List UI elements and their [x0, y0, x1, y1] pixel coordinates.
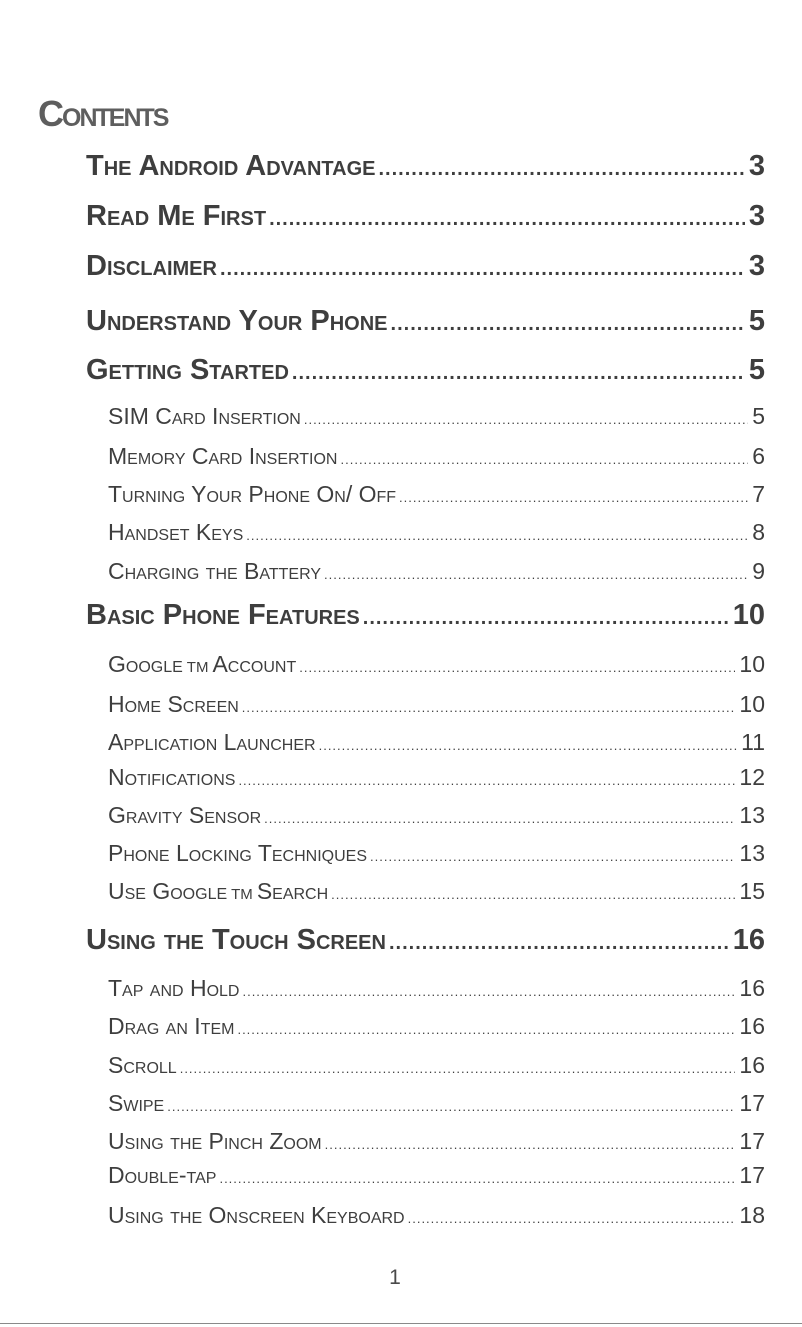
toc-entry-title: Use Google — [108, 878, 228, 904]
leader-dots — [408, 1211, 736, 1226]
toc-subentry[interactable] — [108, 481, 765, 511]
contents-heading: Contents — [38, 93, 168, 134]
toc-entry-title: Drag an Item — [108, 1013, 235, 1039]
toc-entry[interactable] — [86, 924, 765, 960]
leader-dots — [264, 811, 735, 826]
toc-entry-page: 16 — [739, 975, 765, 1001]
leader-dots — [304, 412, 748, 427]
leader-dots — [220, 258, 745, 281]
toc-entry[interactable] — [86, 305, 765, 341]
toc-entry[interactable] — [86, 250, 765, 286]
toc-entry-page: 17 — [739, 1090, 765, 1116]
leader-dots — [238, 773, 735, 788]
toc-subentry[interactable] — [108, 1202, 765, 1232]
toc-entry-page: 10 — [732, 599, 765, 631]
toc-entry-page: 3 — [748, 200, 765, 232]
toc-entry-page: 8 — [752, 519, 765, 545]
leader-dots — [341, 452, 749, 467]
toc-entry-title: Charging the Battery — [108, 558, 322, 584]
toc-subentry[interactable] — [108, 443, 765, 473]
toc-entry-title: Disclaimer — [86, 250, 217, 282]
toc-entry-title: Using the Pinch Zoom — [108, 1128, 322, 1154]
toc-entry-title: The Android Advantage — [86, 150, 376, 182]
toc-entry-title: Google — [108, 651, 183, 677]
toc-subentry[interactable] — [108, 764, 765, 794]
toc-entry-title: Phone Locking Techniques — [108, 840, 368, 866]
leader-dots — [331, 887, 735, 902]
toc-entry-title-after: Search — [256, 878, 329, 904]
toc-subentry[interactable] — [108, 519, 765, 549]
page-number: 1 — [389, 1266, 401, 1289]
leader-dots — [391, 313, 745, 336]
toc-entry-title: Memory Card Insertion — [108, 443, 338, 469]
leader-dots — [325, 1137, 736, 1152]
leader-dots — [399, 490, 748, 505]
leader-dots — [219, 1171, 735, 1186]
toc-subentry[interactable] — [108, 840, 765, 870]
toc-subentry[interactable] — [108, 1162, 765, 1192]
leader-dots — [237, 1022, 735, 1037]
toc-subentry[interactable] — [108, 1090, 765, 1120]
toc-entry-page: 11 — [741, 729, 765, 755]
toc-entry-title: Basic Phone Features — [86, 599, 360, 631]
toc-subentry[interactable] — [108, 1128, 765, 1158]
toc-subentry[interactable]: Google TM Account ..... 10 — [108, 651, 765, 681]
toc-entry-page: 3 — [748, 250, 765, 282]
leader-dots — [324, 567, 748, 582]
toc-entry-page: 16 — [739, 1013, 765, 1039]
toc-entry-title: Double-tap — [108, 1162, 217, 1188]
leader-dots — [242, 700, 736, 715]
toc-entry-page: 17 — [739, 1128, 765, 1154]
toc-entry-page: 5 — [748, 305, 765, 337]
toc-entry-title: Using the Touch Screen — [86, 924, 386, 956]
toc-entry-title: Turning Your Phone On/ Off — [108, 481, 397, 507]
toc-entry-title: Getting Started — [86, 354, 289, 386]
toc-entry-page: 13 — [739, 840, 765, 866]
toc-subentry[interactable] — [108, 729, 765, 759]
leader-dots — [319, 738, 738, 753]
leader-dots — [246, 528, 748, 543]
leader-dots — [299, 660, 735, 675]
toc-entry-page: 5 — [748, 354, 765, 386]
toc-entry-title: Gravity Sensor — [108, 802, 262, 828]
toc-entry-title-after: Account — [212, 651, 297, 677]
toc-entry-title: Tap and Hold — [108, 975, 240, 1001]
leader-dots — [167, 1099, 735, 1114]
toc-subentry[interactable] — [108, 558, 765, 588]
leader-dots — [370, 849, 735, 864]
toc-entry-title: Application Launcher — [108, 729, 316, 755]
leader-dots — [389, 932, 729, 955]
toc-entry-title: Notifications — [108, 764, 236, 790]
toc-entry-title: Using the Onscreen Keyboard — [108, 1202, 405, 1228]
toc-entry-title: Handset Keys — [108, 519, 244, 545]
toc-entry[interactable] — [86, 354, 765, 390]
toc-subentry[interactable]: Use Google TM Search ..... 15 — [108, 878, 765, 908]
toc-entry-page: 10 — [739, 691, 765, 717]
page-divider — [0, 1323, 802, 1324]
toc-subentry[interactable] — [108, 975, 765, 1005]
toc-entry-page: 12 — [739, 764, 765, 790]
toc-entry[interactable] — [86, 599, 765, 635]
toc-entry-page: 15 — [739, 878, 765, 904]
toc-entry-page: 10 — [739, 651, 765, 677]
toc-entry-page: 6 — [752, 443, 765, 469]
leader-dots — [363, 607, 729, 630]
leader-dots — [379, 158, 745, 181]
toc-subentry[interactable] — [108, 1013, 765, 1043]
leader-dots — [292, 362, 745, 385]
leader-dots — [242, 984, 735, 999]
toc-entry-page: 18 — [739, 1202, 765, 1228]
toc-entry-page: 5 — [752, 403, 765, 429]
toc-entry-page: 16 — [739, 1052, 765, 1078]
toc-entry-page: 3 — [748, 150, 765, 182]
toc-entry-title: Scroll — [108, 1052, 177, 1078]
toc-entry-page: 13 — [739, 802, 765, 828]
toc-entry-page: 16 — [732, 924, 765, 956]
toc-entry-page: 17 — [739, 1162, 765, 1188]
toc-entry-page: 7 — [752, 481, 765, 507]
toc-subentry[interactable] — [108, 691, 765, 721]
leader-dots — [269, 208, 745, 231]
toc-subentry[interactable] — [108, 403, 765, 433]
toc-subentry[interactable] — [108, 1052, 765, 1082]
toc-entry[interactable] — [86, 200, 765, 236]
leader-dots — [180, 1061, 736, 1076]
toc-subentry[interactable] — [108, 802, 765, 832]
toc-entry-title: Read Me First — [86, 200, 267, 232]
toc-entry-title: Home Screen — [108, 691, 239, 717]
toc-entry-title: SIM Card Insertion — [108, 403, 301, 429]
toc-entry-title: Swipe — [108, 1090, 165, 1116]
toc-entry[interactable] — [86, 150, 765, 186]
toc-entry-page: 9 — [752, 558, 765, 584]
toc-entry-title: Understand Your Phone — [86, 305, 388, 337]
